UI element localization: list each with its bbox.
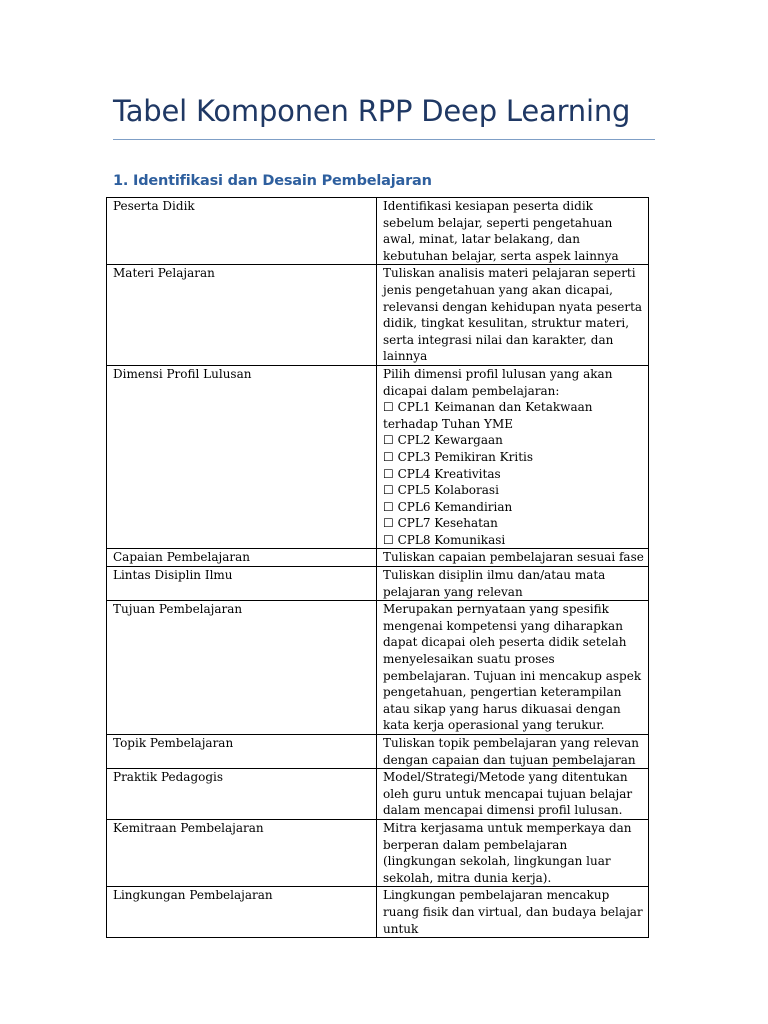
row-description: Lingkungan pembelajaran mencakup ruang fisik dan virtual, dan budaya belajar untuk <box>377 887 649 938</box>
table-row <box>107 887 649 938</box>
document-title: Tabel Komponen RPP Deep Learning <box>113 94 631 128</box>
row-description: Tuliskan topik pembelajaran yang relevan dengan capaian dan tujuan pembelajaran <box>377 735 649 769</box>
table-row <box>107 365 649 549</box>
checkbox-option[interactable] <box>383 466 644 483</box>
checkbox-option-label: CPL3 Pemikiran Kritis <box>397 449 534 464</box>
checkbox-icon[interactable]: ☐ <box>383 516 394 531</box>
row-description: Tuliskan analisis materi pelajaran seperti jenis pengetahuan yang akan dicapai, relevansi dengan kehidupan nyata peserta didik, tingkat kesulitan, struktur materi, serta integrasi nilai dan karakter, dan lainnya <box>377 265 649 366</box>
row-label: Capaian Pembelajaran <box>107 549 377 567</box>
checkbox-option-label: CPL4 Kreativitas <box>397 466 501 481</box>
row-description: Identifikasi kesiapan peserta didik sebelum belajar, seperti pengetahuan awal, minat, latar belakang, dan kebutuhan belajar, serta aspek lainnya <box>377 198 649 265</box>
checkbox-icon[interactable]: ☐ <box>383 483 394 498</box>
table-row <box>107 819 649 886</box>
checkbox-icon[interactable]: ☐ <box>383 532 394 547</box>
checkbox-icon[interactable]: ☐ <box>383 449 394 464</box>
row-label: Topik Pembelajaran <box>107 735 377 769</box>
row-description: Mitra kerjasama untuk memperkaya dan berperan dalam pembelajaran (lingkungan sekolah, lingkungan luar sekolah, mitra dunia kerja). <box>377 819 649 886</box>
row-label: Praktik Pedagogis <box>107 769 377 820</box>
checkbox-option[interactable] <box>383 482 644 499</box>
table-row <box>107 735 649 769</box>
checkbox-option[interactable] <box>383 515 644 532</box>
checkbox-option-label: CPL7 Kesehatan <box>397 516 498 531</box>
checkbox-option-label: CPL6 Kemandirian <box>397 499 513 514</box>
row-description: Tuliskan capaian pembelajaran sesuai fase <box>377 549 649 567</box>
row-description <box>377 365 649 549</box>
row-label: Peserta Didik <box>107 198 377 265</box>
checkbox-option[interactable] <box>383 399 644 432</box>
section-heading: 1. Identifikasi dan Desain Pembelajaran <box>113 173 432 189</box>
checkbox-option[interactable] <box>383 449 644 466</box>
row-label: Materi Pelajaran <box>107 265 377 366</box>
checkbox-option[interactable] <box>383 432 644 449</box>
row-label: Dimensi Profil Lulusan <box>107 365 377 549</box>
profile-dimension-intro: Pilih dimensi profil lulusan yang akan dicapai dalam pembelajaran: <box>383 366 613 398</box>
rpp-component-table <box>106 197 649 938</box>
checkbox-option-label: CPL5 Kolaborasi <box>397 483 499 498</box>
checkbox-icon[interactable]: ☐ <box>383 499 394 514</box>
row-description: Tuliskan disiplin ilmu dan/atau mata pelajaran yang relevan <box>377 567 649 601</box>
checkbox-icon[interactable]: ☐ <box>383 433 394 448</box>
table-row <box>107 567 649 601</box>
checkbox-option-label: CPL1 Keimanan dan Ketakwaan terhadap Tuhan YME <box>383 400 593 431</box>
checkbox-icon[interactable]: ☐ <box>383 400 394 415</box>
table-row <box>107 769 649 820</box>
row-label: Lingkungan Pembelajaran <box>107 887 377 938</box>
checkbox-icon[interactable]: ☐ <box>383 466 394 481</box>
table-row <box>107 549 649 567</box>
checkbox-option[interactable] <box>383 499 644 516</box>
row-description: Merupakan pernyataan yang spesifik mengenai kompetensi yang diharapkan dapat dicapai oleh peserta didik setelah menyelesaikan suatu proses pembelajaran. Tujuan ini mencakup aspek pengetahuan, pengertian keterampilan atau sikap yang harus dikuasai dengan kata kerja operasional yang terukur. <box>377 601 649 735</box>
row-label: Tujuan Pembelajaran <box>107 601 377 735</box>
row-label: Kemitraan Pembelajaran <box>107 819 377 886</box>
row-label: Lintas Disiplin Ilmu <box>107 567 377 601</box>
checkbox-option[interactable] <box>383 532 644 549</box>
title-divider <box>113 139 655 140</box>
row-description: Model/Strategi/Metode yang ditentukan oleh guru untuk mencapai tujuan belajar dalam mencapai dimensi profil lulusan. <box>377 769 649 820</box>
table-row <box>107 601 649 735</box>
checkbox-option-label: CPL8 Komunikasi <box>397 532 506 547</box>
checkbox-option-label: CPL2 Kewargaan <box>397 433 503 448</box>
table-row <box>107 198 649 265</box>
table-row <box>107 265 649 366</box>
